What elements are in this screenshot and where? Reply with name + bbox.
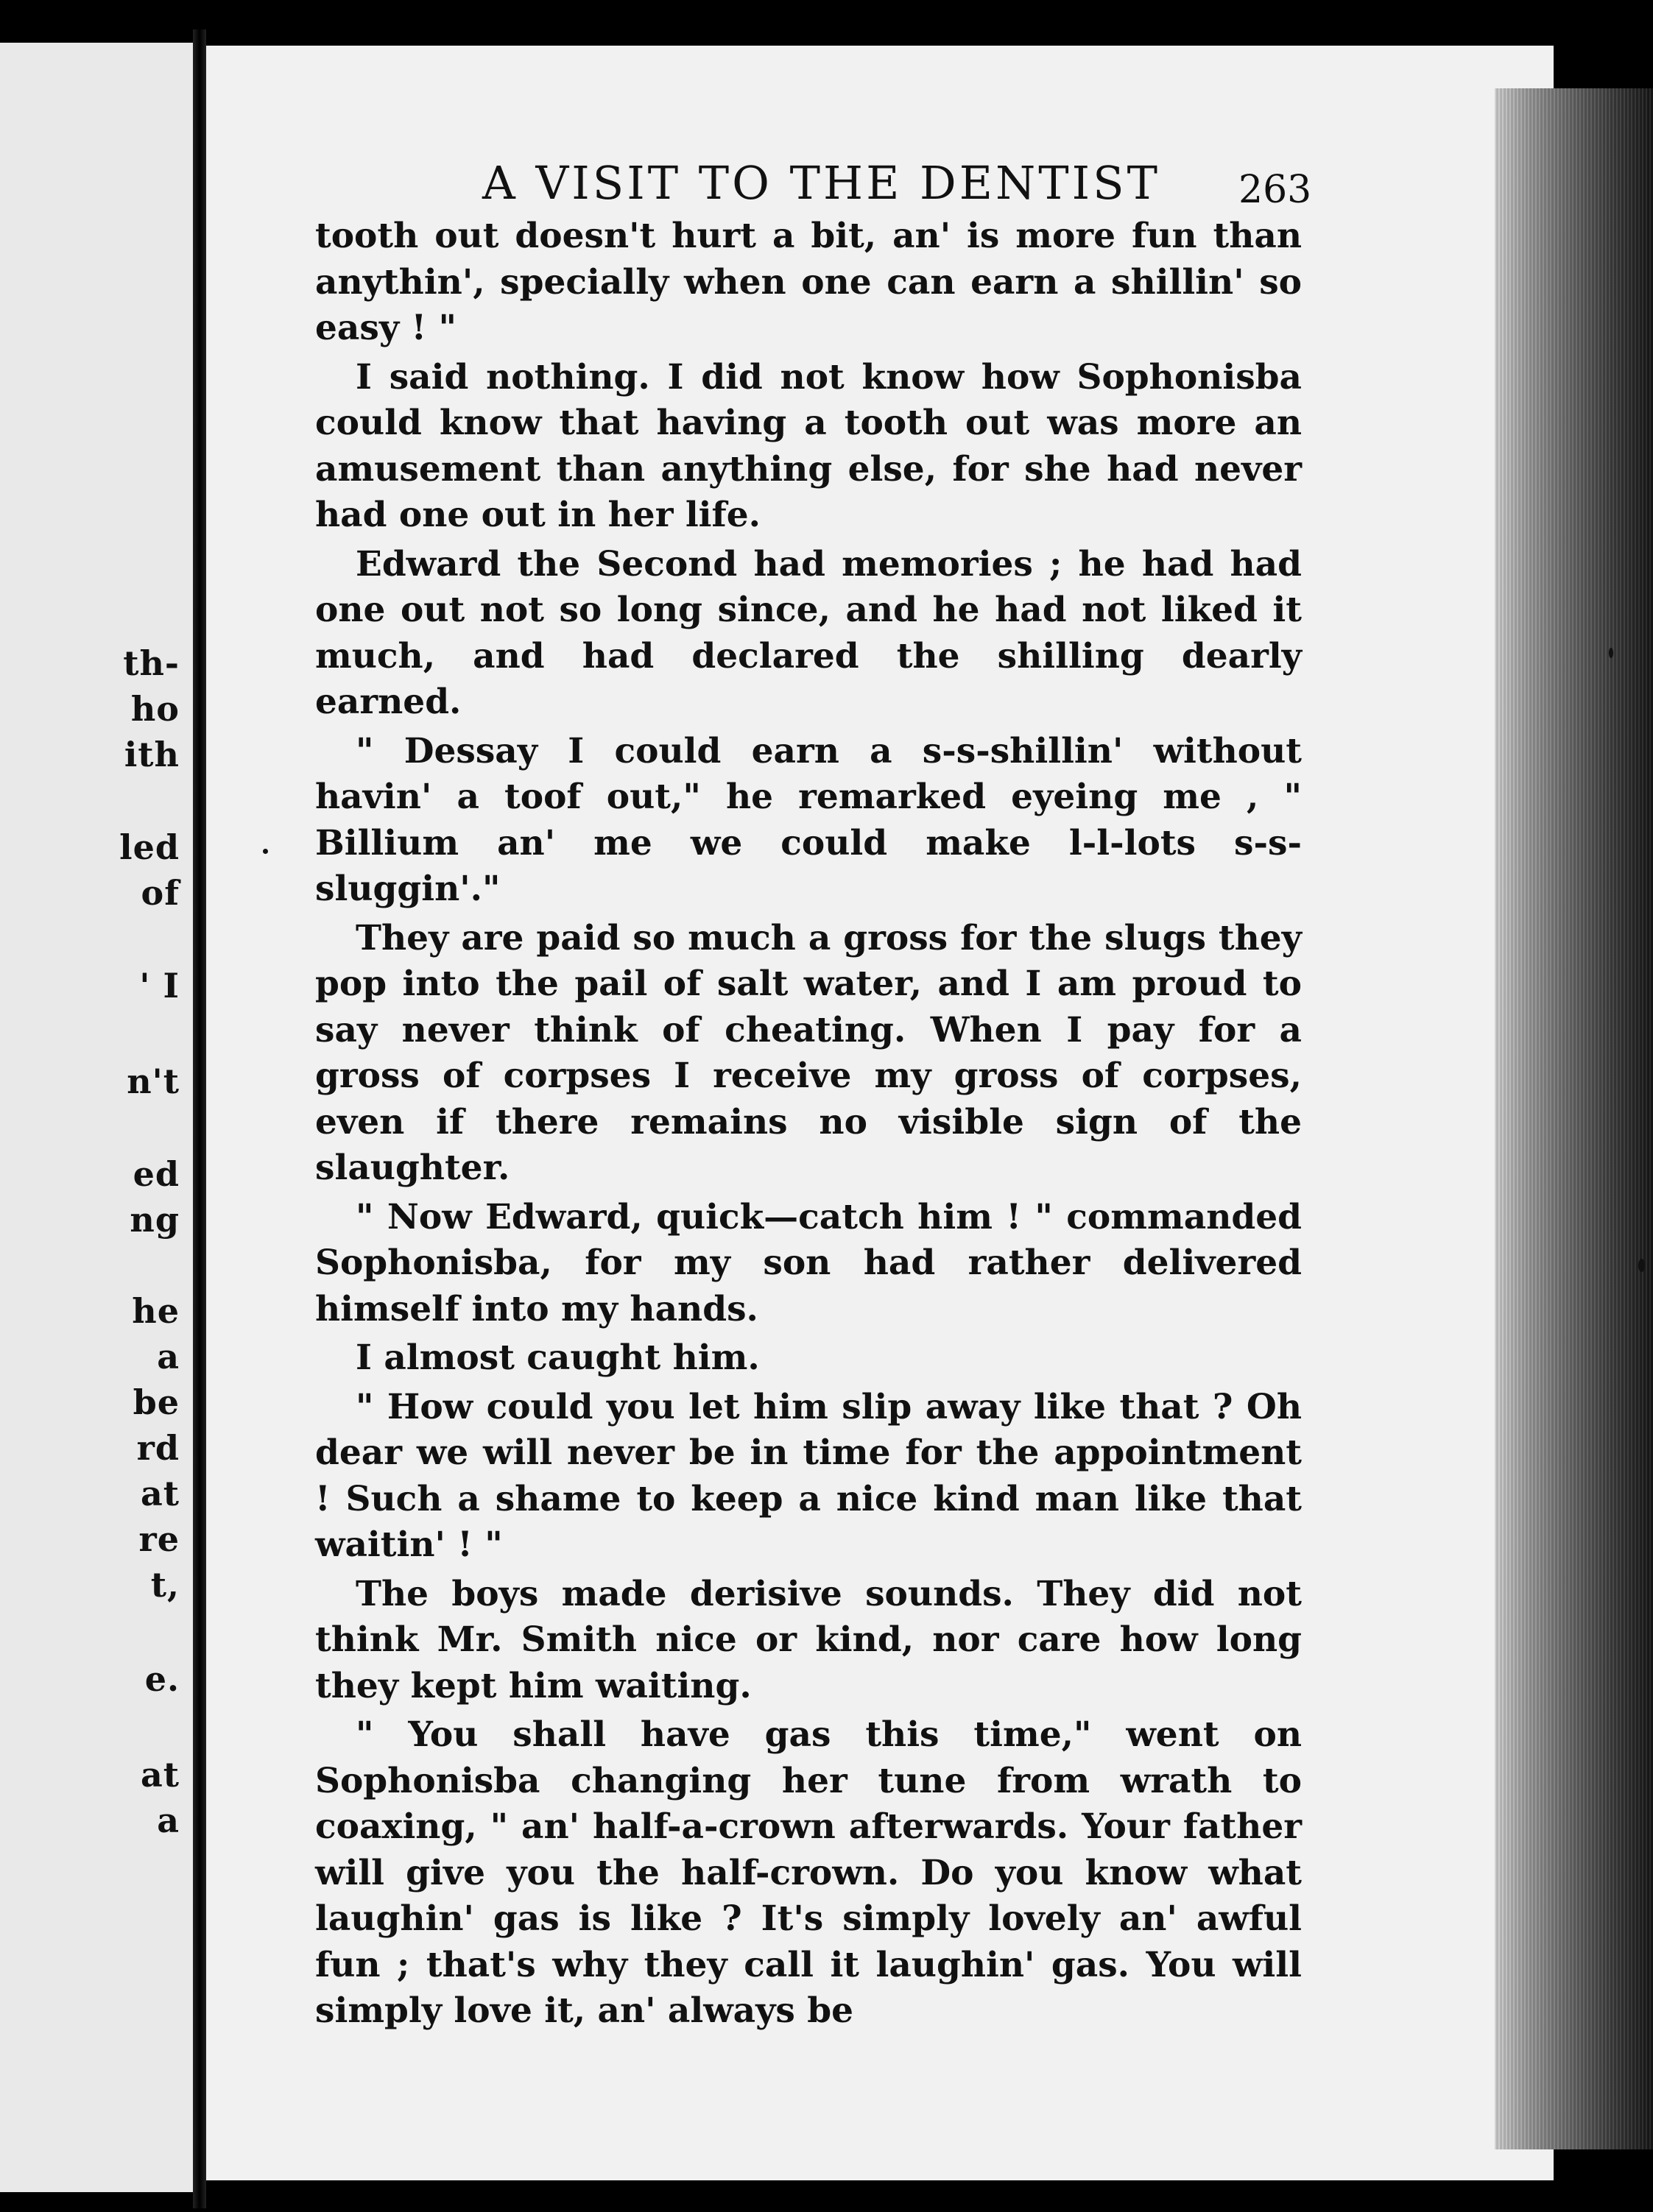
paragraph: " Now Edward, quick—catch him ! " commanded Sophonisba, for my son had rather delivered himself into my hands.	[315, 1196, 1302, 1329]
paragraph: " You shall have gas this time," went on Sophonisba changing her tune from wrath to coaxing, " an' half-a-crown afterwards. Your father will give you the half-crown. Do you know what laughin' gas is like ? It's simply lovely an' awful fun ; that's why they call it laughin' gas. You will simply love it, an' always be	[315, 1714, 1302, 2031]
paragraph: tooth out doesn't hurt a bit, an' is more fun than anythin', specially when one can earn a shillin' so easy ! "	[315, 216, 1302, 348]
left-line-fragment: led	[119, 827, 180, 867]
left-line-fragment: at	[140, 1755, 180, 1795]
left-line-fragment: of	[141, 873, 180, 913]
previous-page-fragment	[0, 43, 193, 2192]
paragraph: " Dessay I could earn a s-s-shillin' without havin' a toof out," he remarked eyeing me , " Billium an' me we could make l-l-lots s-s-sluggin'."	[315, 730, 1302, 909]
page-block-edge	[1495, 88, 1653, 2149]
paragraph: The boys made derisive sounds. They did not think Mr. Smith nice or kind, nor care how long they kept him waiting.	[315, 1573, 1302, 1706]
left-line-fragment: re	[138, 1519, 180, 1559]
left-line-fragment: rd	[136, 1428, 180, 1468]
paragraph: " How could you let him slip away like that ? Oh dear we will never be in time for the appointment ! Such a shame to keep a nice kind man like that waitin' ! "	[315, 1386, 1302, 1565]
left-line-fragment: at	[140, 1474, 180, 1513]
left-line-fragment: ed	[133, 1154, 180, 1194]
scan-speck	[1638, 1259, 1645, 1272]
scan-speck	[263, 849, 268, 854]
page-number: 263	[1238, 168, 1312, 212]
left-line-fragment: n't	[127, 1061, 180, 1101]
left-line-fragment: th-	[123, 643, 180, 683]
book-gutter	[193, 29, 206, 2208]
paragraph: They are paid so much a gross for the slugs they pop into the pail of salt water, and I am proud to say never think of cheating. When I pay for a gross of corpses I receive my gross of corpses, even if there remains no visible sign of the slaughter.	[315, 917, 1302, 1188]
left-line-fragment: be	[133, 1382, 180, 1422]
left-line-fragment: t,	[150, 1565, 180, 1605]
left-line-fragment: ' I	[139, 966, 180, 1006]
running-title: A VISIT TO THE DENTIST	[482, 156, 1160, 210]
left-line-fragment: a	[157, 1801, 180, 1840]
scan-speck	[1609, 648, 1613, 658]
page-body	[315, 213, 1302, 2035]
left-line-fragment: e.	[144, 1659, 180, 1699]
left-line-fragment: he	[132, 1291, 180, 1331]
paragraph: I said nothing. I did not know how Sophonisba could know that having a tooth out was more an amusement than anything else, for she had never had one out in her life.	[315, 356, 1302, 535]
left-line-fragment: a	[157, 1337, 180, 1377]
paragraph: Edward the Second had memories ; he had had one out not so long since, and he had not liked it much, and had declared the shilling dearly earned.	[315, 543, 1302, 722]
paragraph: I almost caught him.	[356, 1338, 760, 1378]
left-line-fragment: ho	[130, 689, 180, 729]
left-line-fragment: ng	[130, 1200, 180, 1240]
left-line-fragment: ith	[124, 735, 180, 774]
